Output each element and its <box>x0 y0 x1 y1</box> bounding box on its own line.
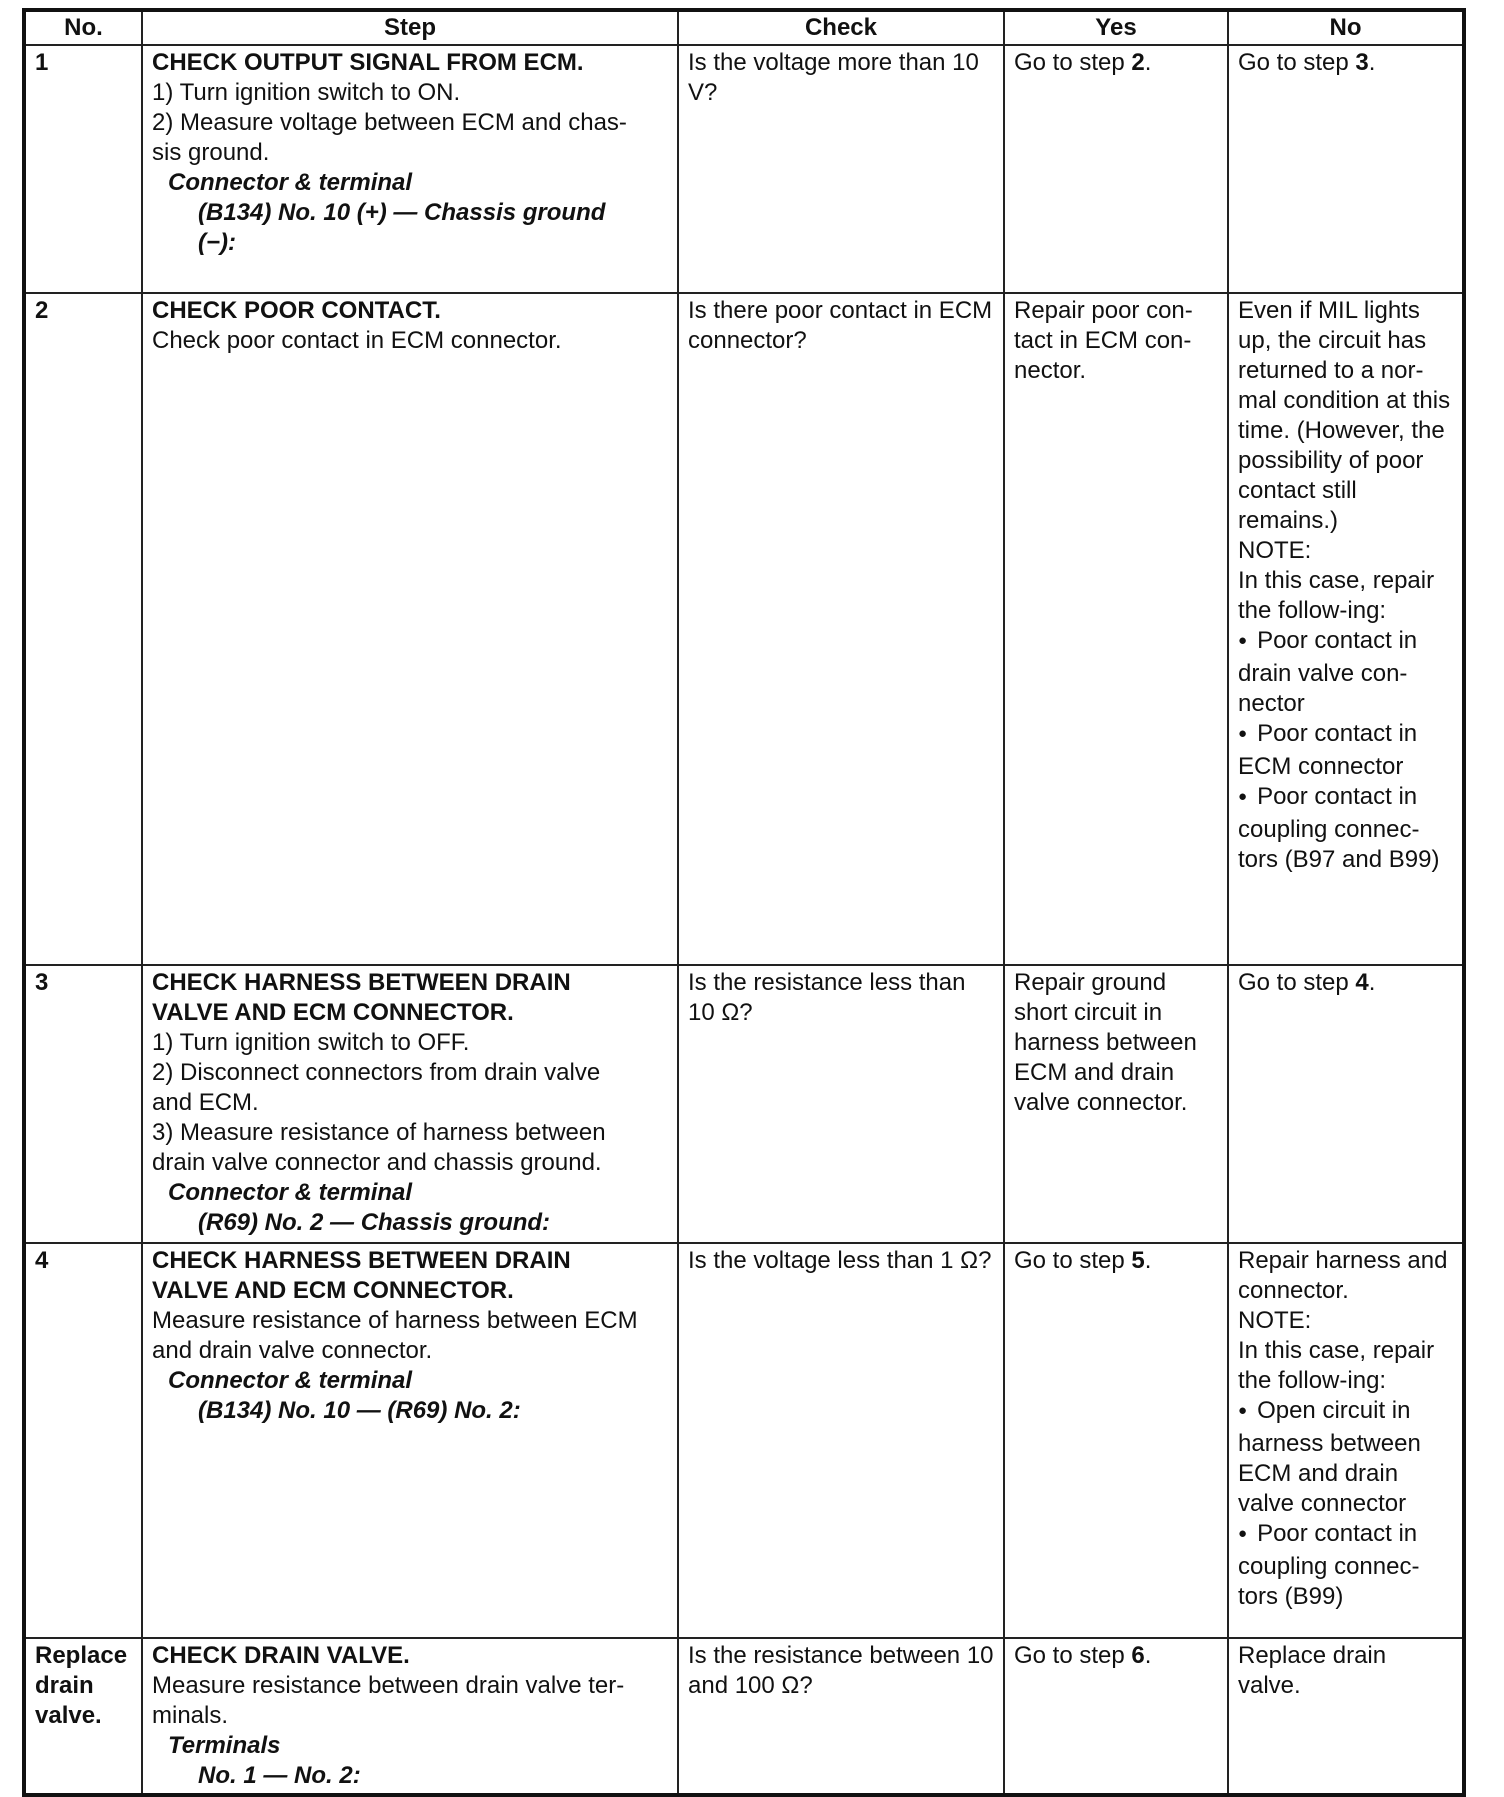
connector-value: (B134) No. 10 (+) — Chassis ground <box>198 199 606 226</box>
bullet-item: ● Open circuit in harness between ECM and drain valve connector <box>1238 1396 1453 1519</box>
check-cell: Is there poor contact in ECM connector? <box>678 293 1004 965</box>
connector-value: (−): <box>198 229 236 256</box>
yes-step-number: 5 <box>1131 1247 1145 1274</box>
header-row <box>24 10 1464 45</box>
header-no-result: No <box>1228 10 1464 45</box>
step-line: 3) Measure resistance of harness between <box>152 1119 606 1146</box>
no-cell <box>1228 1243 1464 1638</box>
step-line: Measure resistance of harness between ECM <box>152 1307 638 1334</box>
step-line: 2) Disconnect connectors from drain valve <box>152 1059 601 1086</box>
check-cell: Is the resistance between 10 and 100 Ω? <box>678 1638 1004 1795</box>
step-line: minals. <box>152 1702 229 1729</box>
step-number: Replace drain valve. <box>24 1638 142 1795</box>
yes-cell <box>1004 1243 1228 1638</box>
no-cell: Replace drain valve. <box>1228 1638 1464 1795</box>
connector-value: (R69) No. 2 — Chassis ground: <box>198 1209 551 1236</box>
step-number: 2 <box>24 293 142 965</box>
no-intro: Even if MIL lights up, the circuit has returned to a nor-mal condition at this time. (However, the possibility of poor contact still remains.) <box>1238 297 1451 534</box>
header-yes: Yes <box>1004 10 1228 45</box>
note-text: In this case, repair the follow-ing: <box>1238 567 1435 624</box>
connector-label: Connector & terminal <box>168 169 413 196</box>
step-cell <box>142 1243 678 1638</box>
step-line: sis ground. <box>152 139 270 166</box>
bullet-item: ● Poor contact in ECM connector <box>1238 719 1453 782</box>
note-text: In this case, repair the follow-ing: <box>1238 1337 1435 1394</box>
header-check: Check <box>678 10 1004 45</box>
table-row <box>24 45 1464 293</box>
connector-value: No. 1 — No. 2: <box>198 1762 361 1789</box>
step-title: CHECK POOR CONTACT. <box>152 297 441 324</box>
yes-cell: Repair poor con-tact in ECM con-nector. <box>1004 293 1228 965</box>
step-cell <box>142 1638 678 1795</box>
step-line: drain valve connector and chassis ground. <box>152 1149 602 1176</box>
step-cell <box>142 965 678 1243</box>
diagnostic-table <box>22 8 1466 1797</box>
yes-cell <box>1004 45 1228 293</box>
step-title: CHECK OUTPUT SIGNAL FROM ECM. <box>152 49 584 76</box>
step-line: 1) Turn ignition switch to OFF. <box>152 1029 470 1056</box>
check-cell: Is the voltage more than 10 V? <box>678 45 1004 293</box>
step-line: 2) Measure voltage between ECM and chas- <box>152 109 627 136</box>
no-intro: Repair harness and connector. <box>1238 1247 1448 1304</box>
connector-value: (B134) No. 10 — (R69) No. 2: <box>198 1397 521 1424</box>
yes-cell <box>1004 1638 1228 1795</box>
table-row <box>24 293 1464 965</box>
check-cell: Is the resistance less than 10 Ω? <box>678 965 1004 1243</box>
step-title: VALVE AND ECM CONNECTOR. <box>152 1277 514 1304</box>
header-no: No. <box>24 10 142 45</box>
yes-step-number: 2 <box>1131 49 1145 76</box>
step-number: 1 <box>24 45 142 293</box>
bullet-item: ● Poor contact in coupling connec-tors (B97 and B99) <box>1238 782 1453 875</box>
no-step-number: 3 <box>1355 49 1369 76</box>
no-end: . <box>1368 49 1376 76</box>
yes-text: Go to step <box>1014 1247 1132 1274</box>
step-title: VALVE AND ECM CONNECTOR. <box>152 999 514 1026</box>
table-row <box>24 1243 1464 1638</box>
step-number: 4 <box>24 1243 142 1638</box>
step-line: and drain valve connector. <box>152 1337 433 1364</box>
no-text: Go to step <box>1238 969 1356 996</box>
note-label: NOTE: <box>1238 1307 1312 1334</box>
step-line: Check poor contact in ECM connector. <box>152 327 562 354</box>
no-cell <box>1228 45 1464 293</box>
connector-label: Terminals <box>168 1732 281 1759</box>
step-line: 1) Turn ignition switch to ON. <box>152 79 461 106</box>
yes-cell: Repair ground short circuit in harness between ECM and drain valve connector. <box>1004 965 1228 1243</box>
note-label: NOTE: <box>1238 537 1312 564</box>
step-title: CHECK HARNESS BETWEEN DRAIN <box>152 1247 571 1274</box>
no-cell <box>1228 293 1464 965</box>
yes-end: . <box>1144 1642 1152 1669</box>
table-row <box>24 1638 1464 1795</box>
yes-end: . <box>1144 1247 1152 1274</box>
no-cell <box>1228 965 1464 1243</box>
check-cell: Is the voltage less than 1 Ω? <box>678 1243 1004 1638</box>
no-text: Go to step <box>1238 49 1356 76</box>
step-line: and ECM. <box>152 1089 259 1116</box>
step-line: Measure resistance between drain valve ter- <box>152 1672 625 1699</box>
step-title: CHECK HARNESS BETWEEN DRAIN <box>152 969 571 996</box>
bullet-item: ● Poor contact in coupling connec-tors (B99) <box>1238 1519 1453 1612</box>
step-number: 3 <box>24 965 142 1243</box>
step-title: CHECK DRAIN VALVE. <box>152 1642 410 1669</box>
step-cell <box>142 45 678 293</box>
yes-text: Go to step <box>1014 1642 1132 1669</box>
no-step-number: 4 <box>1355 969 1369 996</box>
connector-label: Connector & terminal <box>168 1179 413 1206</box>
connector-label: Connector & terminal <box>168 1367 413 1394</box>
table-row <box>24 965 1464 1243</box>
bullet-item: ● Poor contact in drain valve con-nector <box>1238 626 1453 719</box>
yes-step-number: 6 <box>1131 1642 1145 1669</box>
yes-end: . <box>1144 49 1152 76</box>
no-end: . <box>1368 969 1376 996</box>
yes-text: Go to step <box>1014 49 1132 76</box>
header-step: Step <box>142 10 678 45</box>
step-cell <box>142 293 678 965</box>
